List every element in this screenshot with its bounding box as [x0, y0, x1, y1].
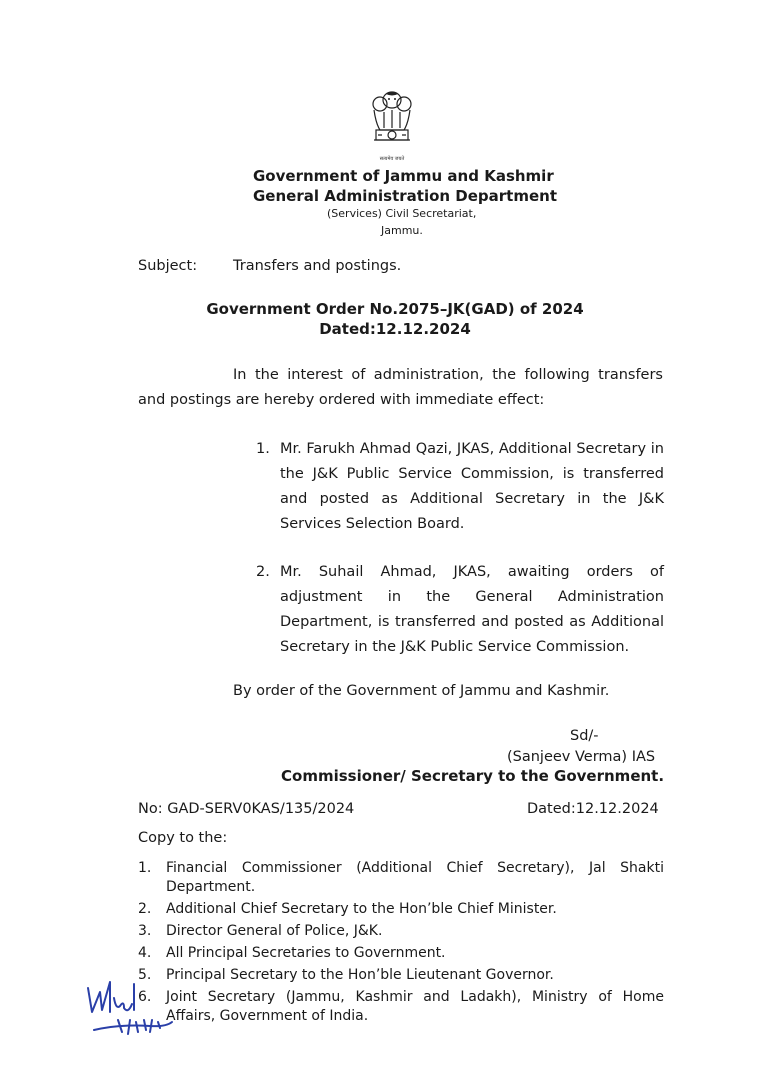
- item-text: Principal Secretary to the Hon’ble Lieutenant Governor.: [166, 967, 554, 983]
- list-item: [138, 859, 664, 897]
- signatory-designation: Commissioner/ Secretary to the Government.: [281, 767, 665, 785]
- subject-text: Transfers and postings.: [233, 258, 402, 274]
- copy-to-list: [138, 859, 664, 1029]
- item-text: Mr. Suhail Ahmad, JKAS, awaiting orders of adjustment in the General Administration Department, is transferred and posted as Additional Secretary in the J&K Public Service Commission.: [280, 564, 664, 655]
- state-emblem-icon: [364, 88, 420, 162]
- order-date: Dated:12.12.2024: [319, 320, 471, 338]
- sd-mark: Sd/-: [570, 728, 599, 744]
- item-number: 5.: [138, 967, 152, 983]
- handwritten-initials: [80, 968, 180, 1048]
- item-number: 2.: [256, 564, 270, 580]
- item-number: 2.: [138, 901, 152, 917]
- item-number: 1.: [138, 860, 152, 876]
- item-number: 3.: [138, 923, 152, 939]
- item-text: Mr. Farukh Ahmad Qazi, JKAS, Additional Secretary in the J&K Public Service Commission, is transferred and posted as Additional Secretary in the J&K Services Selection Board.: [280, 441, 664, 532]
- item-text: Financial Commissioner (Additional Chief Secretary), Jal Shakti Department.: [166, 860, 664, 895]
- list-item: [138, 900, 664, 919]
- list-item: [138, 944, 664, 963]
- order-item: [256, 560, 664, 660]
- list-item: [138, 922, 664, 941]
- emblem-motto: सत्यमेव जयते: [379, 156, 405, 162]
- list-item: [138, 966, 664, 985]
- item-number: 6.: [138, 989, 152, 1005]
- list-item: [138, 988, 664, 1026]
- copy-to-label: Copy to the:: [138, 830, 228, 846]
- item-number: 1.: [256, 441, 270, 457]
- address-line-1: (Services) Civil Secretariat,: [327, 207, 477, 220]
- item-text: Joint Secretary (Jammu, Kashmir and Ladakh), Ministry of Home Affairs, Government of India.: [166, 989, 664, 1024]
- reference-number: No: GAD-SERV0KAS/135/2024: [138, 801, 355, 817]
- order-number: Government Order No.2075–JK(GAD) of 2024: [206, 300, 584, 318]
- address-line-2: Jammu.: [381, 224, 423, 237]
- reference-date: Dated:12.12.2024: [527, 801, 659, 817]
- item-number: 4.: [138, 945, 152, 961]
- signatory-name: (Sanjeev Verma) IAS: [507, 749, 656, 765]
- item-text: Additional Chief Secretary to the Hon’ble Chief Minister.: [166, 901, 557, 917]
- order-item: [256, 437, 664, 537]
- subject-label: Subject:: [138, 258, 198, 274]
- department-title: General Administration Department: [253, 187, 557, 205]
- item-text: All Principal Secretaries to Government.: [166, 945, 446, 961]
- item-text: Director General of Police, J&K.: [166, 923, 383, 939]
- intro-paragraph: In the interest of administration, the following transfers and postings are hereby ordered with immediate effect:: [138, 367, 663, 408]
- by-order-line: By order of the Government of Jammu and Kashmir.: [233, 683, 610, 699]
- government-title: Government of Jammu and Kashmir: [253, 167, 554, 185]
